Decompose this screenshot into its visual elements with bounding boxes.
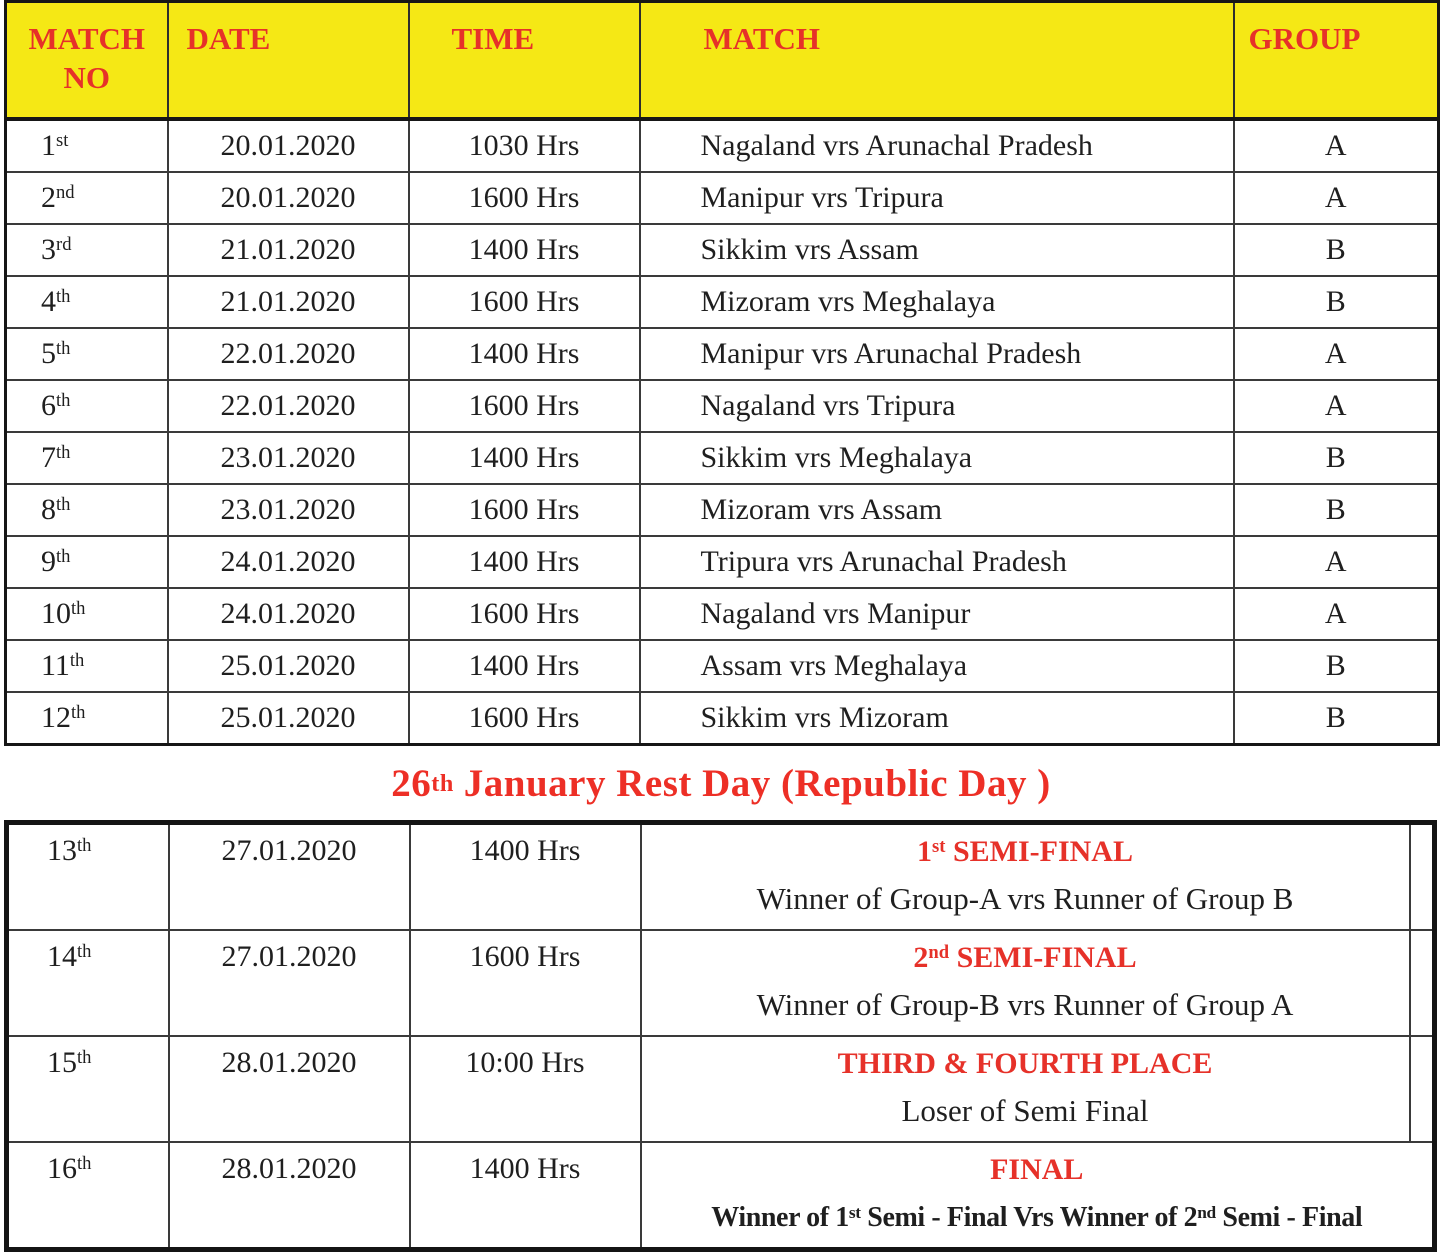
group-cell: B — [1234, 276, 1439, 328]
ordinal-suffix: th — [56, 494, 71, 515]
knockout-schedule-table — [4, 820, 1437, 1252]
date-cell: 23.01.2020 — [168, 484, 409, 536]
ordinal-suffix: th — [56, 338, 71, 359]
group-cell: A — [1234, 328, 1439, 380]
ordinal-suffix: nd — [1197, 1202, 1216, 1222]
match-no-cell: 11th — [6, 640, 168, 692]
time-cell: 1600 Hrs — [409, 380, 640, 432]
ordinal-suffix: th — [56, 442, 71, 463]
ordinal-suffix: th — [56, 546, 71, 567]
match-no-cell: 14th — [7, 930, 169, 1036]
ordinal-suffix: th — [56, 286, 71, 307]
stage-cell — [641, 823, 1410, 931]
table-row — [6, 588, 1439, 640]
time-cell: 1600 Hrs — [409, 484, 640, 536]
date-cell: 25.01.2020 — [168, 640, 409, 692]
match-cell: Mizoram vrs Meghalaya — [640, 276, 1234, 328]
table-row — [6, 692, 1439, 745]
match-cell: Nagaland vrs Manipur — [640, 588, 1234, 640]
ordinal-suffix: th — [77, 1153, 92, 1174]
match-cell: Tripura vrs Arunachal Pradesh — [640, 536, 1234, 588]
ordinal-suffix: th — [77, 835, 92, 856]
time-cell: 1600 Hrs — [409, 276, 640, 328]
time-cell: 10:00 Hrs — [410, 1036, 641, 1142]
date-cell: 28.01.2020 — [169, 1036, 410, 1142]
time-cell: 1400 Hrs — [409, 536, 640, 588]
match-no-cell: 6th — [6, 380, 168, 432]
table-row — [7, 1142, 1435, 1250]
time-cell: 1400 Hrs — [409, 640, 640, 692]
group-cell: B — [1234, 432, 1439, 484]
stage-cell — [641, 930, 1410, 1036]
date-cell: 23.01.2020 — [168, 432, 409, 484]
ordinal-suffix: th — [56, 390, 71, 411]
stage-title: 2nd SEMI-FINAL — [913, 941, 1137, 974]
table-row — [6, 276, 1439, 328]
match-cell: Nagaland vrs Tripura — [640, 380, 1234, 432]
ordinal-suffix: th — [77, 1047, 92, 1068]
date-cell: 21.01.2020 — [168, 276, 409, 328]
match-no-cell: 7th — [6, 432, 168, 484]
match-no-cell: 8th — [6, 484, 168, 536]
group-cell: A — [1234, 588, 1439, 640]
date-cell: 24.01.2020 — [168, 536, 409, 588]
ordinal-suffix: th — [71, 702, 86, 723]
league-table-body — [6, 119, 1439, 745]
table-row — [6, 432, 1439, 484]
match-no-cell: 9th — [6, 536, 168, 588]
league-table-header — [6, 2, 1439, 120]
group-cell: B — [1234, 224, 1439, 276]
ordinal-suffix: nd — [928, 942, 950, 963]
column-header-match: MATCH — [640, 2, 1234, 120]
column-header-time: TIME — [409, 2, 640, 120]
table-row — [7, 1036, 1435, 1142]
table-row — [6, 119, 1439, 172]
table-row — [6, 640, 1439, 692]
table-row — [6, 484, 1439, 536]
table-row — [6, 380, 1439, 432]
group-cell: B — [1234, 640, 1439, 692]
time-cell: 1400 Hrs — [410, 1142, 641, 1250]
match-cell: Nagaland vrs Arunachal Pradesh — [640, 119, 1234, 172]
match-cell: Sikkim vrs Assam — [640, 224, 1234, 276]
group-cell: A — [1234, 380, 1439, 432]
match-no-cell: 5th — [6, 328, 168, 380]
column-header-date: DATE — [168, 2, 409, 120]
table-row — [6, 328, 1439, 380]
match-cell: Manipur vrs Arunachal Pradesh — [640, 328, 1234, 380]
match-no-cell: 1st — [6, 119, 168, 172]
stage-cell — [641, 1036, 1410, 1142]
table-row — [6, 172, 1439, 224]
match-no-cell: 3rd — [6, 224, 168, 276]
date-cell: 20.01.2020 — [168, 119, 409, 172]
rest-day-notice: 26 $^{th}$ January Rest Day (Republic Day ) — [391, 761, 1051, 805]
group-cell: A — [1234, 172, 1439, 224]
match-no-cell: 4th — [6, 276, 168, 328]
ordinal-suffix: st — [56, 130, 69, 151]
group-cell-empty — [1410, 930, 1435, 1036]
match-cell: Mizoram vrs Assam — [640, 484, 1234, 536]
match-cell: Manipur vrs Tripura — [640, 172, 1234, 224]
group-cell: A — [1234, 536, 1439, 588]
stage-subtitle: Winner of Group-A vrs Runner of Group B — [756, 881, 1294, 916]
time-cell: 1400 Hrs — [410, 823, 641, 931]
header-row — [6, 2, 1439, 120]
group-cell-empty — [1410, 1036, 1435, 1142]
time-cell: 1400 Hrs — [409, 224, 640, 276]
match-cell: Sikkim vrs Mizoram — [640, 692, 1234, 745]
time-cell: 1600 Hrs — [409, 172, 640, 224]
table-row — [6, 536, 1439, 588]
ordinal-suffix: th — [77, 941, 92, 962]
match-no-cell: 13th — [7, 823, 169, 931]
stage-title: FINAL — [990, 1153, 1084, 1186]
match-no-cell: 2nd — [6, 172, 168, 224]
date-cell: 21.01.2020 — [168, 224, 409, 276]
date-cell: 27.01.2020 — [169, 823, 410, 931]
ordinal-suffix: nd — [56, 182, 75, 203]
group-cell: A — [1234, 119, 1439, 172]
date-cell: 22.01.2020 — [168, 328, 409, 380]
stage-subtitle: Loser of Semi Final — [901, 1093, 1149, 1128]
table-row — [7, 823, 1435, 931]
column-header-group: GROUP — [1234, 2, 1439, 120]
column-header-match-no: MATCH NO — [6, 2, 168, 120]
league-schedule-table — [4, 0, 1440, 746]
time-cell: 1400 Hrs — [409, 328, 640, 380]
date-cell: 27.01.2020 — [169, 930, 410, 1036]
time-cell: 1600 Hrs — [410, 930, 641, 1036]
time-cell: 1600 Hrs — [409, 588, 640, 640]
stage-subtitle: Winner of 1st Semi - Final Vrs Winner of 2nd Semi - Final — [711, 1202, 1363, 1233]
stage-title: 1st SEMI-FINAL — [917, 835, 1133, 868]
date-cell: 20.01.2020 — [168, 172, 409, 224]
ordinal-suffix: th — [71, 598, 86, 619]
stage-title: THIRD & FOURTH PLACE — [837, 1047, 1213, 1080]
date-cell: 22.01.2020 — [168, 380, 409, 432]
stage-cell — [641, 1142, 1435, 1250]
ordinal-suffix: rd — [56, 234, 72, 255]
ordinal-suffix: st — [848, 1202, 861, 1222]
time-cell: 1030 Hrs — [409, 119, 640, 172]
knockout-table-body — [7, 823, 1435, 1250]
group-cell: B — [1234, 692, 1439, 745]
date-cell: 28.01.2020 — [169, 1142, 410, 1250]
stage-subtitle: Winner of Group-B vrs Runner of Group A — [756, 987, 1294, 1022]
match-no-cell: 12th — [6, 692, 168, 745]
table-row — [7, 930, 1435, 1036]
ordinal-suffix: st — [932, 836, 946, 857]
group-cell: B — [1234, 484, 1439, 536]
ordinal-suffix: th — [69, 650, 85, 671]
date-cell: 25.01.2020 — [168, 692, 409, 745]
match-no-cell: 15th — [7, 1036, 169, 1142]
match-no-cell: 10th — [6, 588, 168, 640]
match-cell: Sikkim vrs Meghalaya — [640, 432, 1234, 484]
date-cell: 24.01.2020 — [168, 588, 409, 640]
table-row — [6, 224, 1439, 276]
match-no-cell: 16th — [7, 1142, 169, 1250]
match-cell: Assam vrs Meghalaya — [640, 640, 1234, 692]
time-cell: 1600 Hrs — [409, 692, 640, 745]
time-cell: 1400 Hrs — [409, 432, 640, 484]
group-cell-empty — [1410, 823, 1435, 931]
